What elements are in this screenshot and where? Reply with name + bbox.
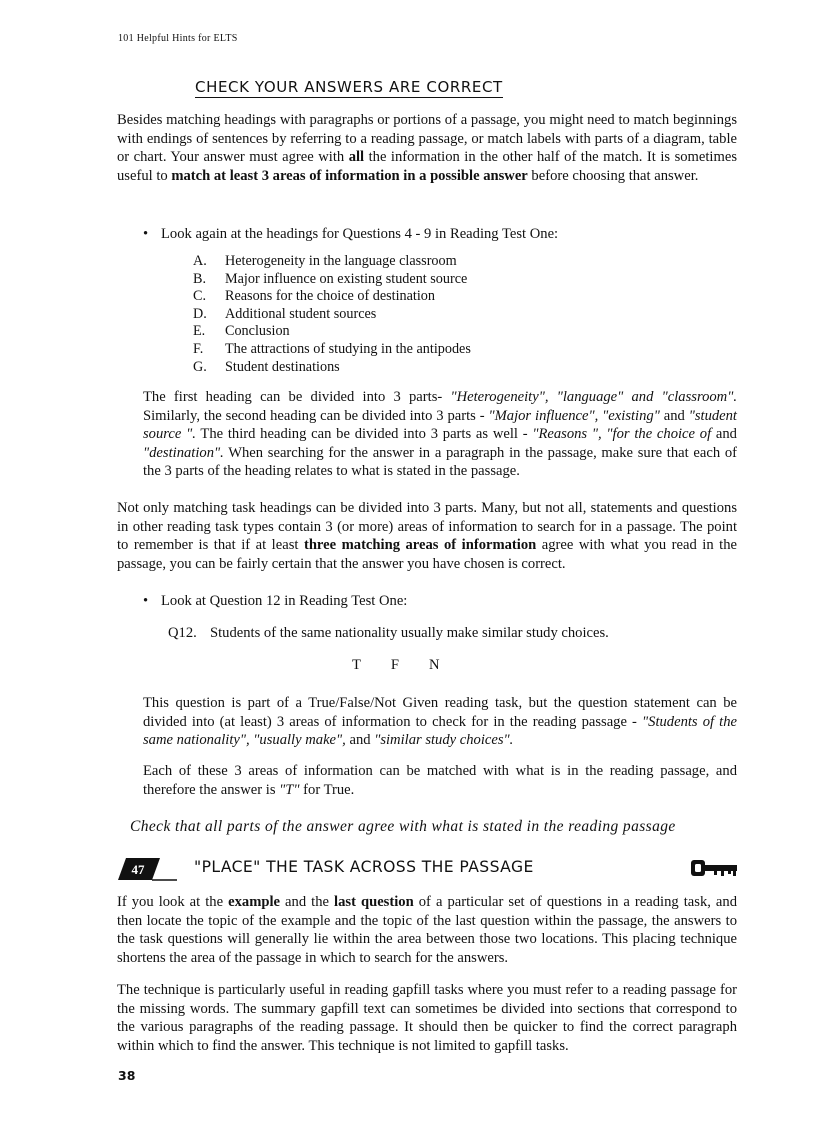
heading-list xyxy=(193,253,471,376)
bullet-icon: • xyxy=(143,226,149,242)
running-head: 101 Helpful Hints for ELTS xyxy=(118,33,238,44)
answer-choices xyxy=(352,657,470,674)
choice-not-given: N xyxy=(429,657,440,673)
list-item: C. Reasons for the choice of destination xyxy=(193,288,435,305)
matching-paragraph: Not only matching task headings can be divided into 3 parts. Many, but not all, statements and questions in other reading task types contain 3 (or more) areas of information to search for in a passage. The point to remember is that if at least three matching areas of information agree with what you read in the passage, you can be fairly certain that the answer you have chosen is correct. xyxy=(117,500,737,572)
hint-title: "PLACE" THE TASK ACROSS THE PASSAGE xyxy=(194,858,534,876)
tip-text: Check that all parts of the answer agree with what is stated in the reading passage xyxy=(130,818,676,835)
technique-paragraph: The technique is particularly useful in reading gapfill tasks where you must refer to a reading passage for the missing words. The summary gapfill text can sometimes be divided into sections that correspond to the various paragraphs of the reading passage. It should then be quicker to find the correct paragraph within which to find the answer. This technique is not limited to gapfill tasks. xyxy=(117,982,737,1054)
page-number: 38 xyxy=(118,1068,136,1083)
choice-true: T xyxy=(352,657,361,673)
list-item: D. Additional student sources xyxy=(193,305,377,322)
choice-false: F xyxy=(390,657,400,673)
list-item: F. The attractions of studying in the antipodes xyxy=(193,340,471,357)
placing-paragraph: If you look at the example and the last question of a particular set of questions in a reading task, and then locate the topic of the example and the topic of the last question within the passage, the answers to the task questions will generally lie within the area between those two locations. This placing technique shortens the area of the passage in which to search for the answers. xyxy=(117,894,737,966)
list-item: G. Student destinations xyxy=(193,358,340,375)
hint-number: 47 xyxy=(131,862,145,877)
bullet-item: • Look at Question 12 in Reading Test One: xyxy=(143,593,408,609)
bullet-icon: • xyxy=(143,593,149,609)
intro-paragraph: Besides matching headings with paragraphs or portions of a passage, you might need to match beginnings with endings of sentences by referring to a reading passage, or match labels with parts of a diagram, table or chart. Your answer must agree with all the information in the other half of the match. It is sometimes useful to match at least 3 areas of information in a possible answer before choosing that answer. xyxy=(117,112,737,184)
heading-explanation: The first heading can be divided into 3 parts- "Heterogeneity", "language" and "classroom". Similarly, the second heading can be divided into 3 parts - "Major influence", "existing" and "student source ". The third heading can be divided into 3 parts as well - "Reasons ", "for the choice of and "destination". When searching for the answer in a paragraph in the passage, make sure that each of the 3 parts of the heading relates to what is stated in the passage. xyxy=(143,389,737,480)
question-explanation: This question is part of a True/False/Not Given reading task, but the question statement can be divided into (at least) 3 areas of information to check for in the reading passage - "Students of the same nationality", "usually make", and "similar study choices". xyxy=(143,695,737,749)
bullet-item: • Look again at the headings for Questions 4 - 9 in Reading Test One: xyxy=(143,226,559,242)
answer-explanation: Each of these 3 areas of information can be matched with what is in the reading passage, and therefore the answer is "T" for True. xyxy=(143,763,737,798)
list-item: A. Heterogeneity in the language classroom xyxy=(193,253,457,269)
question-12: Q12. Students of the same nationality usually make similar study choices. xyxy=(168,625,609,641)
list-item: E. Conclusion xyxy=(193,323,290,340)
section-title: CHECK YOUR ANSWERS ARE CORRECT xyxy=(195,78,503,96)
hint-number-badge xyxy=(116,857,178,881)
key-icon xyxy=(690,858,738,878)
list-item: B. Major influence on existing student source xyxy=(193,270,468,287)
